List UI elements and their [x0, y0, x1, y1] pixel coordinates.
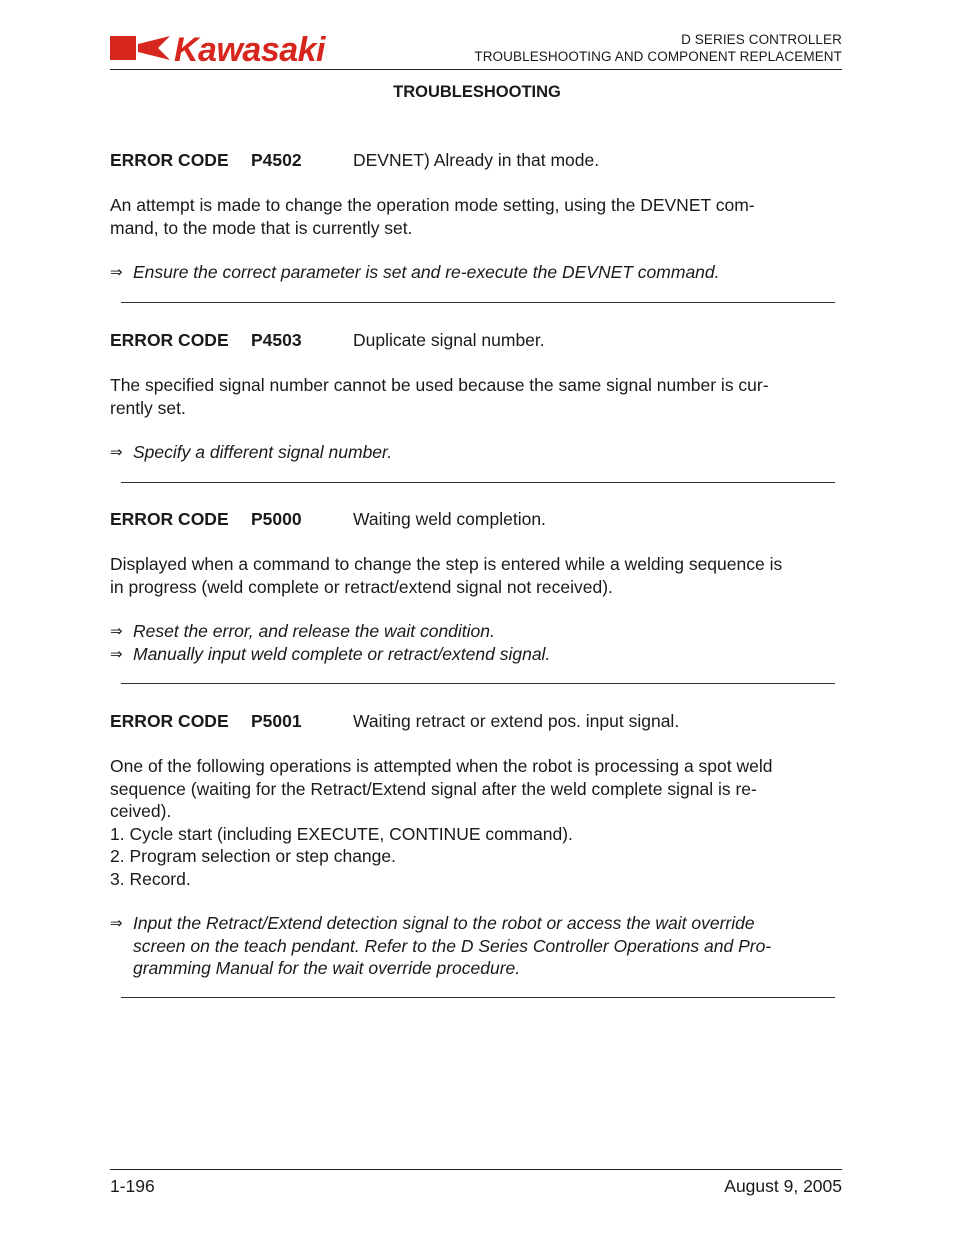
remedy-text: gramming Manual for the wait override procedure. — [133, 958, 521, 978]
error-message: Duplicate signal number. — [353, 330, 545, 350]
error-remedy — [110, 620, 840, 665]
remedy-text: Manually input weld complete or retract/extend signal. — [133, 643, 551, 664]
error-code: P4503 — [251, 330, 302, 350]
description-line: ceived). — [110, 801, 172, 821]
error-label: ERROR CODE — [110, 330, 229, 350]
svg-text:Kawasaki: Kawasaki — [174, 32, 325, 64]
section-divider — [121, 683, 835, 684]
error-message: Waiting weld completion. — [353, 509, 546, 529]
remedy-item — [110, 643, 840, 666]
description-line: An attempt is made to change the operation mode setting, using the DEVNET com- — [110, 195, 755, 215]
kawasaki-logo — [110, 32, 390, 64]
footer-divider — [110, 1169, 842, 1170]
remedy-item — [110, 912, 840, 980]
list-item: 3. Record. — [110, 868, 191, 889]
error-code: P4502 — [251, 150, 302, 170]
document-header — [474, 31, 842, 65]
error-message: Waiting retract or extend pos. input signal. — [353, 711, 680, 731]
section-title: TROUBLESHOOTING — [393, 83, 561, 101]
section-divider — [121, 482, 835, 483]
implies-arrow-icon: ⇒ — [110, 914, 123, 932]
remedy-text: Ensure the correct parameter is set and re-execute the DEVNET command. — [133, 262, 720, 282]
error-description — [110, 374, 840, 419]
remedy-text: Reset the error, and release the wait condition. — [133, 621, 495, 641]
error-heading-p4502 — [110, 149, 840, 171]
header-line-2: TROUBLESHOOTING AND COMPONENT REPLACEMENT — [474, 49, 842, 64]
section-divider — [121, 997, 835, 998]
error-heading-p5000 — [110, 508, 840, 530]
error-label: ERROR CODE — [110, 509, 229, 529]
remedy-item — [110, 261, 840, 284]
description-line: sequence (waiting for the Retract/Extend signal after the weld complete signal is re- — [110, 778, 757, 799]
error-label: ERROR CODE — [110, 150, 229, 170]
implies-arrow-icon: ⇒ — [110, 622, 123, 640]
list-item: 1. Cycle start (including EXECUTE, CONTINUE command). — [110, 823, 573, 844]
description-line: in progress (weld complete or retract/extend signal not received). — [110, 576, 613, 597]
error-remedy — [110, 912, 840, 980]
header-line-1: D SERIES CONTROLLER — [681, 32, 842, 47]
header-divider — [110, 69, 842, 70]
error-heading-p4503 — [110, 329, 840, 351]
error-description — [110, 553, 840, 598]
error-code: P5000 — [251, 509, 302, 529]
page-number: 1-196 — [110, 1176, 155, 1196]
section-divider — [121, 302, 835, 303]
description-line: mand, to the mode that is currently set. — [110, 217, 413, 238]
error-message: DEVNET) Already in that mode. — [353, 150, 600, 170]
remedy-text: screen on the teach pendant. Refer to the D Series Controller Operations and Pro- — [133, 935, 772, 956]
implies-arrow-icon: ⇒ — [110, 263, 123, 281]
description-line: Displayed when a command to change the step is entered while a welding sequence is — [110, 554, 783, 574]
implies-arrow-icon: ⇒ — [110, 644, 123, 663]
remedy-item — [110, 620, 840, 643]
description-line: One of the following operations is attempted when the robot is processing a spot weld — [110, 756, 773, 776]
remedy-item — [110, 441, 840, 464]
error-description — [110, 194, 840, 239]
error-remedy — [110, 441, 840, 464]
error-description — [110, 755, 840, 890]
error-remedy — [110, 261, 840, 284]
description-line: rently set. — [110, 397, 186, 418]
implies-arrow-icon: ⇒ — [110, 443, 123, 461]
list-item: 2. Program selection or step change. — [110, 846, 396, 866]
remedy-text: Input the Retract/Extend detection signal to the robot or access the wait override — [133, 913, 755, 933]
description-line: The specified signal number cannot be used because the same signal number is cur- — [110, 375, 769, 395]
document-date: August 9, 2005 — [724, 1176, 842, 1196]
remedy-text: Specify a different signal number. — [133, 442, 393, 462]
error-code: P5001 — [251, 711, 302, 731]
error-heading-p5001 — [110, 710, 840, 732]
error-label: ERROR CODE — [110, 711, 229, 731]
